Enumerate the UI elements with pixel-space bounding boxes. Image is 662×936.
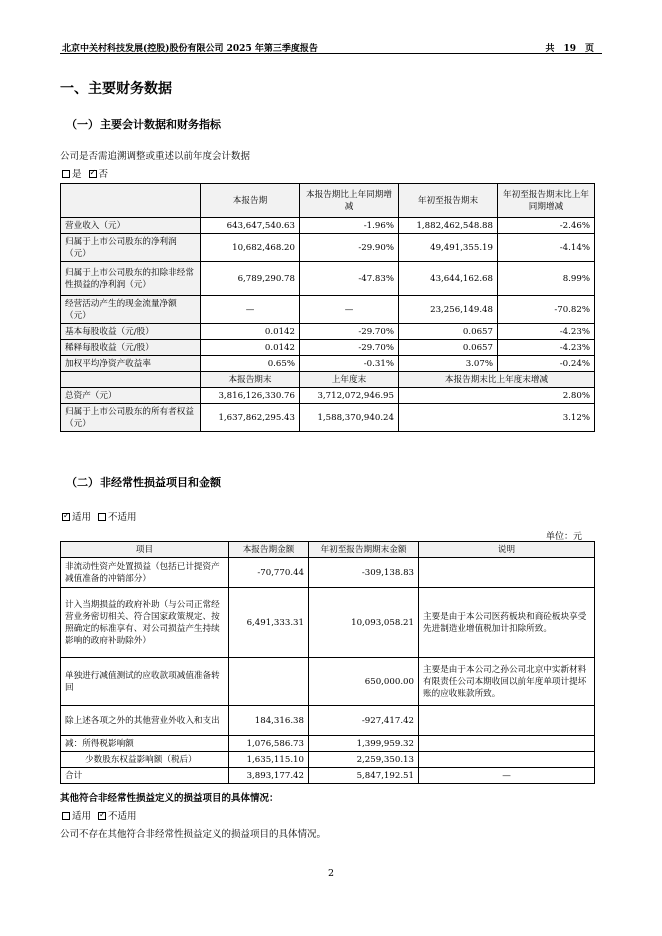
subsection-title-2 — [66, 474, 221, 490]
row-label: 单独进行减值测试的应收款项减值准备转回 — [61, 658, 229, 706]
unit-label: 单位：元 — [546, 532, 583, 542]
table-cell: 10,682,468.20 — [201, 234, 300, 262]
table-header-cell: 本报告期金额 — [229, 542, 309, 558]
table-cell: -4.14% — [498, 234, 595, 262]
table-cell: 2,259,350.13 — [309, 752, 419, 768]
table-cell: -4.23% — [498, 324, 595, 340]
row-label: 少数股东权益影响额（税后） — [61, 752, 229, 768]
table-cell: 3.07% — [399, 356, 498, 372]
table-subheader-cell: 本报告期末比上年度末增减 — [399, 372, 595, 388]
table-cell — [61, 372, 201, 388]
table-cell: -29.90% — [300, 234, 399, 262]
other-items-statement: 公司不存在其他符合非经常性损益定义的损益项目的具体情况。 — [60, 829, 327, 840]
financial-data-table — [60, 183, 595, 432]
table-row — [61, 218, 595, 234]
subsection-number: （一） — [66, 118, 99, 131]
table-cell — [419, 558, 595, 588]
table-cell: 1,635,115.10 — [229, 752, 309, 768]
table-row — [61, 388, 595, 404]
table-cell: 主要是由于本公司之孙公司北京中实新材料有限责任公司本期收回以前年度单项计提坏账的应收账款所致。 — [419, 658, 595, 706]
restate-options — [62, 166, 108, 180]
table-cell: -47.83% — [300, 262, 399, 296]
table-cell: 5,847,192.51 — [309, 768, 419, 784]
table-cell: 0.0657 — [399, 324, 498, 340]
table-row — [61, 706, 595, 736]
row-label: 减：所得税影响额 — [61, 736, 229, 752]
table-cell: 23,256,149.48 — [399, 296, 498, 324]
table-cell: -70,770.44 — [229, 558, 309, 588]
table-subheader-row — [61, 372, 595, 388]
table-cell: -0.31% — [300, 356, 399, 372]
table-cell: -309,138.83 — [309, 558, 419, 588]
table-cell: 0.0657 — [399, 340, 498, 356]
table-cell: 1,399,959.32 — [309, 736, 419, 752]
table-row — [61, 262, 595, 296]
checkbox-not-applicable-label: 不适用 — [108, 512, 137, 523]
table-header-row — [61, 542, 595, 558]
table-cell: 643,647,540.63 — [201, 218, 300, 234]
table-cell — [229, 658, 309, 706]
checkbox-not-applicable-checked[interactable] — [98, 812, 106, 820]
table-cell: 1,076,586.73 — [229, 736, 309, 752]
row-label: 加权平均净资产收益率 — [61, 356, 201, 372]
table-cell: 10,093,058.21 — [309, 588, 419, 658]
checkbox-applicable-checked[interactable] — [62, 513, 70, 521]
table-header-cell — [61, 184, 201, 218]
table-header-row — [61, 184, 595, 218]
row-label: 稀释每股收益（元/股） — [61, 340, 201, 356]
table-cell: 3,893,177.42 — [229, 768, 309, 784]
table-row — [61, 658, 595, 706]
row-label: 归属于上市公司股东的扣除非经常性损益的净利润（元） — [61, 262, 201, 296]
table-cell: 8.99% — [498, 262, 595, 296]
other-items-options — [62, 808, 137, 822]
table-row — [61, 736, 595, 752]
checkbox-applicable-label: 适用 — [72, 811, 92, 822]
table-header-cell: 本报告期 — [201, 184, 300, 218]
checkbox-not-applicable[interactable] — [98, 513, 106, 521]
table-row — [61, 296, 595, 324]
table-cell: -2.46% — [498, 218, 595, 234]
table-header-cell: 项目 — [61, 542, 229, 558]
table-cell: 43,644,162.68 — [399, 262, 498, 296]
header-page-count: 共 19 页 — [545, 44, 594, 54]
checkbox-yes[interactable] — [62, 170, 70, 178]
table-cell: -29.70% — [300, 324, 399, 340]
table-cell: -927,417.42 — [309, 706, 419, 736]
table-cell: 2.80% — [399, 388, 595, 404]
table-row — [61, 234, 595, 262]
table-subheader-cell: 上年度末 — [300, 372, 399, 388]
row-label: 营业收入（元） — [61, 218, 201, 234]
table-row — [61, 356, 595, 372]
table-header-cell: 说明 — [419, 542, 595, 558]
row-label: 归属于上市公司股东的净利润（元） — [61, 234, 201, 262]
row-label: 计入当期损益的政府补助（与公司正常经营业务密切相关、符合国家政策规定、按照确定的标准享有、对公司损益产生持续影响的政府补助除外） — [61, 588, 229, 658]
table-cell: 6,491,333.31 — [229, 588, 309, 658]
table-cell: -0.24% — [498, 356, 595, 372]
subsection-title-1 — [66, 116, 221, 132]
subsection-label: 非经常性损益项目和金额 — [100, 476, 221, 489]
table-row — [61, 752, 595, 768]
table-cell: -29.70% — [300, 340, 399, 356]
table-cell: — — [201, 296, 300, 324]
row-label: 合计 — [61, 768, 229, 784]
other-items-title: 其他符合非经常性损益定义的损益项目的具体情况： — [60, 793, 279, 804]
row-label: 除上述各项之外的其他营业外收入和支出 — [61, 706, 229, 736]
table-row — [61, 558, 595, 588]
table-cell: 6,789,290.78 — [201, 262, 300, 296]
table-row — [61, 324, 595, 340]
table-cell: — — [300, 296, 399, 324]
table-total-row — [61, 768, 595, 784]
table-cell: -4.23% — [498, 340, 595, 356]
table-cell: 1,588,370,940.24 — [300, 404, 399, 432]
table-cell: -70.82% — [498, 296, 595, 324]
table-cell: 3,712,072,946.95 — [300, 388, 399, 404]
subsection-label: 主要会计数据和财务指标 — [100, 118, 221, 131]
applicable-options — [62, 509, 137, 523]
table-cell: -1.96% — [300, 218, 399, 234]
table-cell: 650,000.00 — [309, 658, 419, 706]
checkbox-no-label: 否 — [98, 169, 109, 180]
row-label: 经营活动产生的现金流量净额（元） — [61, 296, 201, 324]
table-cell: 1,882,462,548.88 — [399, 218, 498, 234]
table-row — [61, 340, 595, 356]
table-cell: 0.65% — [201, 356, 300, 372]
table-header-cell: 本报告期比上年同期增减 — [300, 184, 399, 218]
table-header-cell: 年初至报告期末 — [399, 184, 498, 218]
table-cell: 0.0142 — [201, 340, 300, 356]
page-header — [60, 40, 602, 54]
checkbox-not-applicable-label: 不适用 — [108, 811, 137, 822]
table-subheader-cell: 本报告期末 — [201, 372, 300, 388]
table-cell: 3.12% — [399, 404, 595, 432]
restate-question: 公司是否需追溯调整或重述以前年度会计数据 — [60, 151, 251, 162]
table-cell — [419, 736, 595, 752]
subsection-number: （二） — [66, 476, 99, 489]
row-label: 基本每股收益（元/股） — [61, 324, 201, 340]
checkbox-applicable-label: 适用 — [72, 512, 92, 523]
table-header-cell: 年初至报告期末比上年同期增减 — [498, 184, 595, 218]
table-cell — [419, 752, 595, 768]
table-cell: 0.0142 — [201, 324, 300, 340]
table-cell — [419, 706, 595, 736]
table-row — [61, 404, 595, 432]
table-cell: 49,491,355.19 — [399, 234, 498, 262]
checkbox-applicable[interactable] — [62, 812, 70, 820]
table-row — [61, 588, 595, 658]
table-header-cell: 年初至报告期期末金额 — [309, 542, 419, 558]
row-label: 归属于上市公司股东的所有者权益（元） — [61, 404, 201, 432]
page-number: 2 — [327, 868, 335, 879]
row-label: 总资产（元） — [61, 388, 201, 404]
table-cell: 主要是由于本公司医药板块和商砼板块享受先进制造业增值税加计扣除所致。 — [419, 588, 595, 658]
table-cell: 3,816,126,330.76 — [201, 388, 300, 404]
table-cell: 184,316.38 — [229, 706, 309, 736]
section-title: 一、主要财务数据 — [60, 81, 172, 97]
table-cell: 1,637,862,295.43 — [201, 404, 300, 432]
table-cell: — — [419, 768, 595, 784]
row-label: 非流动性资产处置损益（包括已计提资产减值准备的冲销部分） — [61, 558, 229, 588]
header-title: 北京中关村科技发展(控股)股份有限公司 2025 年第三季度报告 — [62, 44, 318, 54]
checkbox-yes-label: 是 — [72, 169, 82, 180]
checkbox-no-checked[interactable] — [89, 170, 97, 178]
non-recurring-items-table — [60, 541, 595, 784]
